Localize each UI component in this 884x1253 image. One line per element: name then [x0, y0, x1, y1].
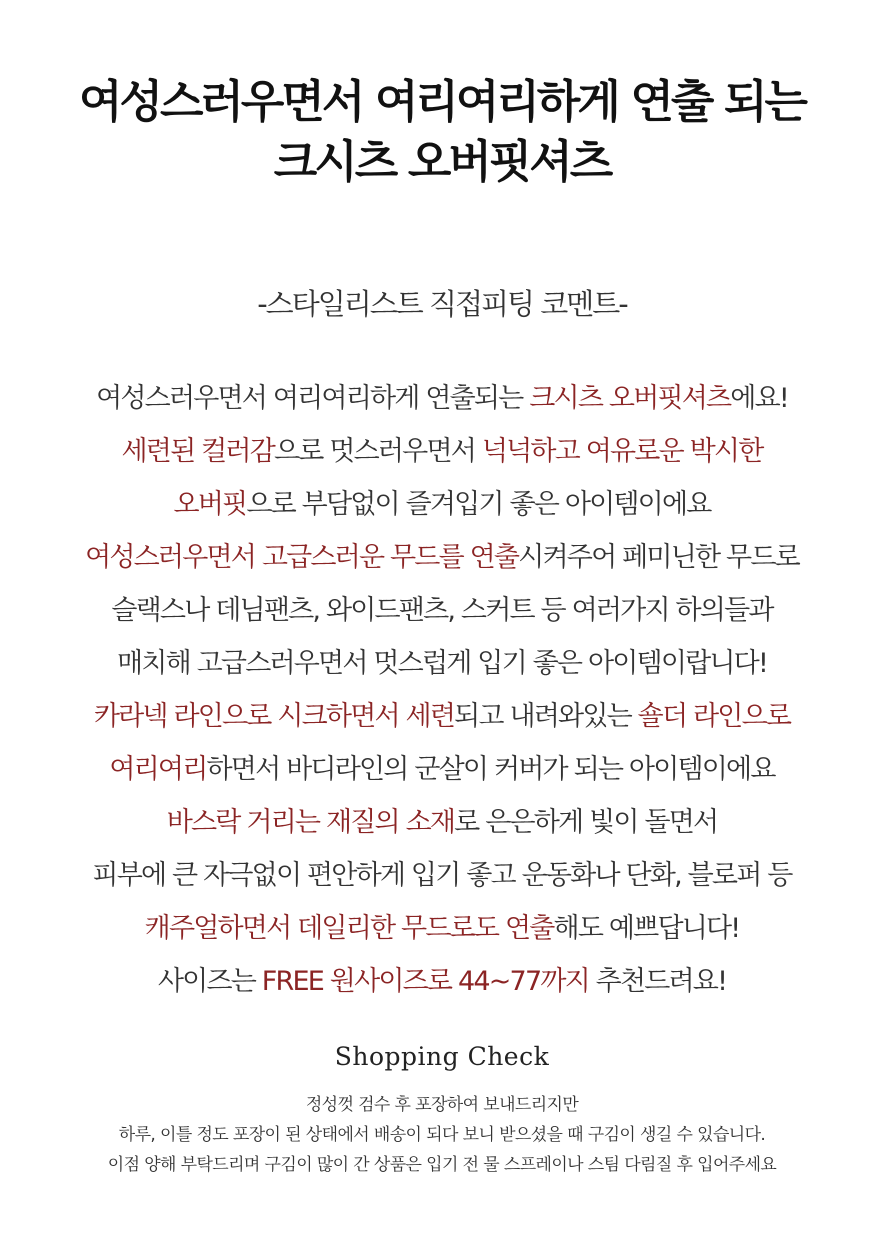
- shopping-check-line: 정성껏 검수 후 포장하여 보내드리지만: [305, 1095, 579, 1115]
- comment-text: 으로 부담없이 즐겨입기 좋은 아이템이에요: [246, 489, 711, 520]
- comment-text: 해도 예쁘답니다!: [553, 913, 740, 944]
- comment-text: 되고 내려와있는: [454, 701, 638, 732]
- comment-highlight: 넉넉하고 여유로운 박시한: [481, 436, 763, 467]
- comment-line: [0, 372, 884, 425]
- comment-text: 사이즈는: [157, 966, 262, 997]
- comment-text: 하면서 바디라인의 군살이 커버가 되는 아이템이에요: [206, 754, 775, 785]
- comment-text: 슬랙스나 데님팬츠, 와이드팬츠, 스커트 등 여러가지 하의들과: [111, 595, 773, 626]
- comment-line: [0, 637, 884, 690]
- stylist-comment-body: [0, 372, 884, 1008]
- stylist-comment-heading: -스타일리스트 직접피팅 코멘트-: [257, 287, 627, 321]
- comment-line: [0, 955, 884, 1008]
- comment-text: 로 은은하게 빛이 돌면서: [454, 807, 718, 838]
- comment-text: 여성스러우면서 여리여리하게 연출되는: [96, 383, 530, 414]
- comment-line: [0, 531, 884, 584]
- comment-highlight: 캐주얼하면서 데일리한 무드로도 연출: [144, 913, 554, 944]
- comment-highlight: 크시츠 오버핏셔츠: [529, 383, 731, 414]
- comment-line: [0, 849, 884, 902]
- comment-highlight: 여리여리: [109, 754, 207, 785]
- comment-text: 으로 멋스러우면서: [273, 436, 482, 467]
- comment-highlight: 바스락 거리는 재질의 소재: [166, 807, 455, 838]
- comment-highlight: 세련된 컬러감: [121, 436, 274, 467]
- comment-line: [0, 902, 884, 955]
- product-title-line-2: 크시츠 오버핏셔츠: [273, 135, 611, 188]
- shopping-check-line: 하루, 이틀 정도 포장이 된 상태에서 배송이 되다 보니 받으셨을 때 구김이 생길 수 있습니다.: [118, 1125, 766, 1145]
- comment-text: 시켜주어 페미닌한 무드로: [518, 542, 799, 573]
- comment-highlight: 카라넥 라인으로 시크하면서 세련: [93, 701, 455, 732]
- comment-highlight: 여성스러우면서 고급스러운 무드를 연출: [85, 542, 519, 573]
- comment-highlight: FREE 원사이즈로 44~77까지: [261, 966, 589, 997]
- shopping-check-notice: [0, 1090, 884, 1180]
- comment-line: [0, 690, 884, 743]
- comment-text: 에요!: [730, 383, 788, 414]
- comment-line: [0, 478, 884, 531]
- comment-line: [0, 425, 884, 478]
- shopping-check-line: 이점 양해 부탁드리며 구김이 많이 간 상품은 입기 전 물 스프레이나 스팀 다림질 후 입어주세요: [107, 1155, 777, 1175]
- comment-text: 매치해 고급스러우면서 멋스럽게 입기 좋은 아이템이랍니다!: [117, 648, 767, 679]
- comment-text: 추천드려요!: [588, 966, 727, 997]
- comment-text: 피부에 큰 자극없이 편안하게 입기 좋고 운동화나 단화, 블로퍼 등: [92, 860, 792, 891]
- comment-highlight: 숄더 라인으로: [637, 701, 791, 732]
- product-title-line-1: 여성스러우면서 여리여리하게 연출 되는: [79, 75, 805, 128]
- comment-line: [0, 796, 884, 849]
- comment-line: [0, 584, 884, 637]
- shopping-check-title: Shopping Check: [334, 1042, 550, 1071]
- comment-line: [0, 743, 884, 796]
- comment-highlight: 오버핏: [173, 489, 247, 520]
- product-title: [0, 72, 884, 192]
